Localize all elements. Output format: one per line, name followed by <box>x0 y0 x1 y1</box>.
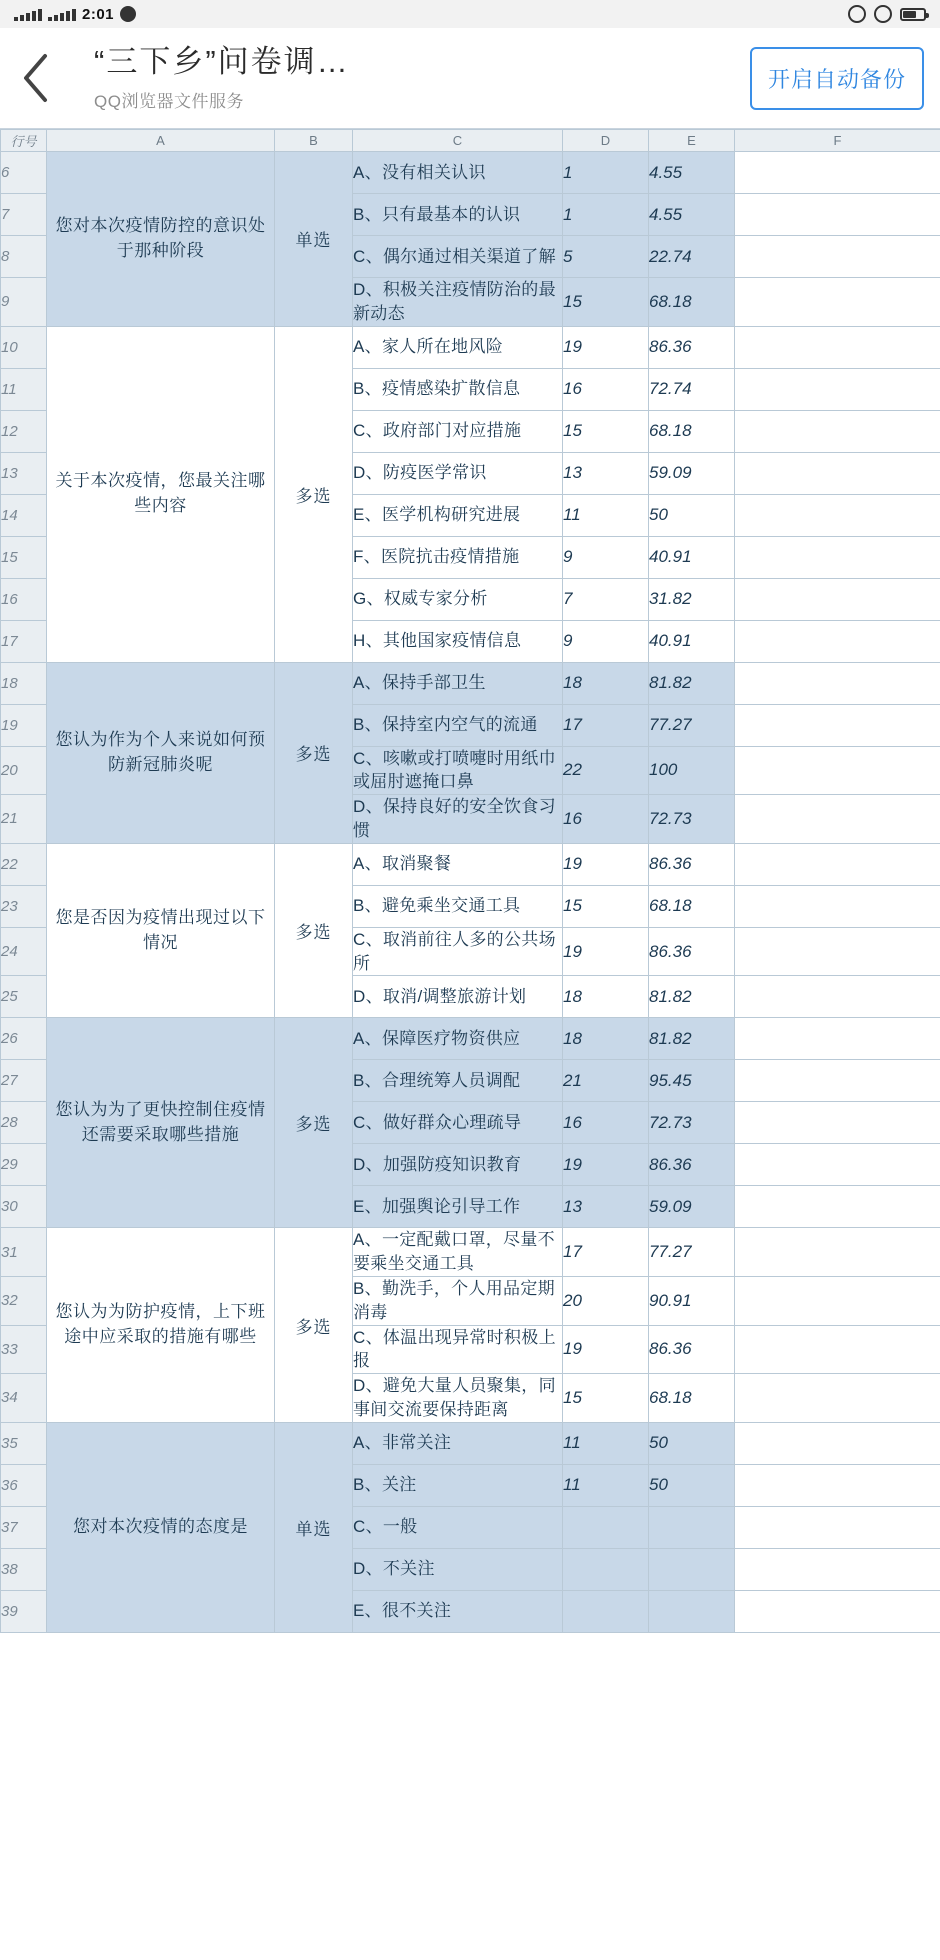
row-number[interactable]: 20 <box>1 746 47 795</box>
app-header <box>0 28 940 128</box>
percent-cell[interactable]: 95.45 <box>649 1060 735 1102</box>
question-cell[interactable]: 您对本次疫情防控的意识处于那种阶段 <box>47 152 275 327</box>
column-header-d[interactable]: D <box>563 130 649 152</box>
empty-cell-f[interactable] <box>735 1590 940 1632</box>
row-number[interactable]: 19 <box>1 704 47 746</box>
question-cell[interactable]: 您认为为了更快控制住疫情还需要采取哪些措施 <box>47 1018 275 1228</box>
percent-cell[interactable]: 68.18 <box>649 885 735 927</box>
question-type-cell[interactable]: 多选 <box>275 843 353 1018</box>
percent-cell[interactable] <box>649 1590 735 1632</box>
empty-cell-f[interactable] <box>735 704 940 746</box>
empty-cell-f[interactable] <box>735 1018 940 1060</box>
empty-cell-f[interactable] <box>735 152 940 194</box>
row-number[interactable]: 22 <box>1 843 47 885</box>
column-header-c[interactable]: C <box>353 130 563 152</box>
row-number[interactable]: 10 <box>1 326 47 368</box>
empty-cell-f[interactable] <box>735 1422 940 1464</box>
empty-cell-f[interactable] <box>735 1228 940 1277</box>
spreadsheet[interactable] <box>0 128 940 1633</box>
option-cell[interactable]: D、取消/调整旅游计划 <box>353 976 563 1018</box>
empty-cell-f[interactable] <box>735 1144 940 1186</box>
row-number[interactable]: 25 <box>1 976 47 1018</box>
percent-cell[interactable]: 4.55 <box>649 152 735 194</box>
count-cell[interactable]: 15 <box>563 410 649 452</box>
battery-icon <box>900 8 926 21</box>
row-number[interactable]: 18 <box>1 662 47 704</box>
row-number[interactable]: 6 <box>1 152 47 194</box>
option-cell[interactable]: D、保持良好的安全饮食习惯 <box>353 795 563 844</box>
option-cell[interactable]: A、保障医疗物资供应 <box>353 1018 563 1060</box>
row-number[interactable]: 32 <box>1 1276 47 1325</box>
column-header-b[interactable]: B <box>275 130 353 152</box>
enable-auto-backup-button[interactable]: 开启自动备份 <box>750 47 924 110</box>
row-number[interactable]: 36 <box>1 1464 47 1506</box>
percent-cell[interactable]: 68.18 <box>649 278 735 327</box>
row-number[interactable]: 35 <box>1 1422 47 1464</box>
empty-cell-f[interactable] <box>735 1276 940 1325</box>
table-row[interactable] <box>1 1018 940 1060</box>
spreadsheet-body[interactable] <box>1 152 940 1633</box>
count-cell[interactable] <box>563 1506 649 1548</box>
option-cell[interactable]: E、医学机构研究进展 <box>353 494 563 536</box>
row-number[interactable]: 12 <box>1 410 47 452</box>
question-cell[interactable]: 您认为作为个人来说如何预防新冠肺炎呢 <box>47 662 275 843</box>
option-cell[interactable]: F、医院抗击疫情措施 <box>353 536 563 578</box>
option-cell[interactable]: A、取消聚餐 <box>353 843 563 885</box>
count-cell[interactable]: 21 <box>563 1060 649 1102</box>
question-type-cell[interactable]: 多选 <box>275 1228 353 1422</box>
count-cell[interactable]: 11 <box>563 1422 649 1464</box>
percent-cell[interactable]: 86.36 <box>649 1325 735 1374</box>
signal-bars-icon-2 <box>48 7 76 21</box>
question-cell[interactable]: 您对本次疫情的态度是 <box>47 1422 275 1632</box>
table-row[interactable] <box>1 326 940 368</box>
row-number[interactable]: 14 <box>1 494 47 536</box>
column-header-row[interactable] <box>1 130 940 152</box>
row-number[interactable]: 34 <box>1 1374 47 1423</box>
option-cell[interactable]: D、不关注 <box>353 1548 563 1590</box>
percent-cell[interactable]: 100 <box>649 746 735 795</box>
row-number[interactable]: 13 <box>1 452 47 494</box>
option-cell[interactable]: D、积极关注疫情防治的最新动态 <box>353 278 563 327</box>
percent-cell[interactable]: 4.55 <box>649 194 735 236</box>
row-number[interactable]: 16 <box>1 578 47 620</box>
percent-cell[interactable]: 90.91 <box>649 1276 735 1325</box>
option-cell[interactable]: A、非常关注 <box>353 1422 563 1464</box>
percent-cell[interactable]: 77.27 <box>649 704 735 746</box>
signal-bars-icon <box>14 7 42 21</box>
count-cell[interactable]: 13 <box>563 1186 649 1228</box>
count-cell[interactable]: 22 <box>563 746 649 795</box>
empty-cell-f[interactable] <box>735 278 940 327</box>
option-cell[interactable]: A、没有相关认识 <box>353 152 563 194</box>
column-header-a[interactable]: A <box>47 130 275 152</box>
option-cell[interactable]: B、关注 <box>353 1464 563 1506</box>
row-number[interactable]: 28 <box>1 1102 47 1144</box>
percent-cell[interactable]: 40.91 <box>649 620 735 662</box>
empty-cell-f[interactable] <box>735 976 940 1018</box>
percent-cell[interactable]: 50 <box>649 1422 735 1464</box>
empty-cell-f[interactable] <box>735 410 940 452</box>
option-cell[interactable]: H、其他国家疫情信息 <box>353 620 563 662</box>
wifi-icon <box>874 5 892 23</box>
option-cell[interactable]: D、防疫医学常识 <box>353 452 563 494</box>
count-cell[interactable]: 15 <box>563 1374 649 1423</box>
percent-cell[interactable]: 81.82 <box>649 662 735 704</box>
empty-cell-f[interactable] <box>735 326 940 368</box>
count-cell[interactable]: 1 <box>563 152 649 194</box>
percent-cell[interactable]: 59.09 <box>649 452 735 494</box>
empty-cell-f[interactable] <box>735 1325 940 1374</box>
table-row[interactable] <box>1 843 940 885</box>
row-number[interactable]: 27 <box>1 1060 47 1102</box>
row-number[interactable]: 9 <box>1 278 47 327</box>
percent-cell[interactable]: 59.09 <box>649 1186 735 1228</box>
question-cell[interactable]: 您是否因为疫情出现过以下情况 <box>47 843 275 1018</box>
question-cell[interactable]: 您认为为防护疫情，上下班途中应采取的措施有哪些 <box>47 1228 275 1422</box>
table-row[interactable] <box>1 662 940 704</box>
count-cell[interactable]: 19 <box>563 1144 649 1186</box>
row-number[interactable]: 38 <box>1 1548 47 1590</box>
question-type-cell[interactable]: 多选 <box>275 662 353 843</box>
count-cell[interactable]: 19 <box>563 1325 649 1374</box>
count-cell[interactable]: 18 <box>563 976 649 1018</box>
count-cell[interactable] <box>563 1548 649 1590</box>
count-cell[interactable]: 19 <box>563 326 649 368</box>
percent-cell[interactable]: 68.18 <box>649 1374 735 1423</box>
question-type-cell[interactable]: 单选 <box>275 152 353 327</box>
percent-cell[interactable]: 86.36 <box>649 927 735 976</box>
option-cell[interactable]: C、偶尔通过相关渠道了解 <box>353 236 563 278</box>
percent-cell[interactable]: 31.82 <box>649 578 735 620</box>
row-number[interactable]: 8 <box>1 236 47 278</box>
option-cell[interactable]: B、只有最基本的认识 <box>353 194 563 236</box>
row-number[interactable]: 33 <box>1 1325 47 1374</box>
option-cell[interactable]: C、取消前往人多的公共场所 <box>353 927 563 976</box>
column-header-corner[interactable]: 行号 <box>1 130 47 152</box>
option-cell[interactable]: D、避免大量人员聚集，同事间交流要保持距离 <box>353 1374 563 1423</box>
percent-cell[interactable]: 86.36 <box>649 326 735 368</box>
empty-cell-f[interactable] <box>735 1548 940 1590</box>
empty-cell-f[interactable] <box>735 578 940 620</box>
empty-cell-f[interactable] <box>735 885 940 927</box>
question-cell[interactable]: 关于本次疫情，您最关注哪些内容 <box>47 326 275 662</box>
status-left <box>14 6 136 23</box>
option-cell[interactable]: B、疫情感染扩散信息 <box>353 368 563 410</box>
row-number[interactable]: 17 <box>1 620 47 662</box>
empty-cell-f[interactable] <box>735 452 940 494</box>
status-right <box>848 0 926 28</box>
option-cell[interactable]: A、一定配戴口罩，尽量不要乘坐交通工具 <box>353 1228 563 1277</box>
spreadsheet-grid[interactable] <box>0 129 940 1633</box>
percent-cell[interactable]: 77.27 <box>649 1228 735 1277</box>
row-number[interactable]: 31 <box>1 1228 47 1277</box>
page-title: “三下乡”问卷调… <box>94 43 350 79</box>
option-cell[interactable]: C、一般 <box>353 1506 563 1548</box>
gear-icon <box>848 5 866 23</box>
count-cell[interactable]: 1 <box>563 194 649 236</box>
option-cell[interactable]: E、很不关注 <box>353 1590 563 1632</box>
count-cell[interactable]: 16 <box>563 1102 649 1144</box>
option-cell[interactable]: B、保持室内空气的流通 <box>353 704 563 746</box>
option-cell[interactable]: C、做好群众心理疏导 <box>353 1102 563 1144</box>
status-time: 2:01 <box>82 5 115 23</box>
count-cell[interactable]: 15 <box>563 885 649 927</box>
empty-cell-f[interactable] <box>735 236 940 278</box>
percent-cell[interactable]: 50 <box>649 1464 735 1506</box>
percent-cell[interactable]: 22.74 <box>649 236 735 278</box>
column-header-e[interactable]: E <box>649 130 735 152</box>
empty-cell-f[interactable] <box>735 536 940 578</box>
count-cell[interactable]: 16 <box>563 795 649 844</box>
empty-cell-f[interactable] <box>735 927 940 976</box>
percent-cell[interactable] <box>649 1548 735 1590</box>
percent-cell[interactable]: 40.91 <box>649 536 735 578</box>
percent-cell[interactable]: 72.73 <box>649 1102 735 1144</box>
option-cell[interactable]: B、避免乘坐交通工具 <box>353 885 563 927</box>
count-cell[interactable]: 19 <box>563 927 649 976</box>
row-number[interactable]: 26 <box>1 1018 47 1060</box>
option-cell[interactable]: C、政府部门对应措施 <box>353 410 563 452</box>
question-type-cell[interactable]: 多选 <box>275 1018 353 1228</box>
empty-cell-f[interactable] <box>735 746 940 795</box>
count-cell[interactable]: 11 <box>563 1464 649 1506</box>
table-row[interactable] <box>1 1228 940 1277</box>
empty-cell-f[interactable] <box>735 368 940 410</box>
row-number[interactable]: 30 <box>1 1186 47 1228</box>
count-cell[interactable]: 11 <box>563 494 649 536</box>
empty-cell-f[interactable] <box>735 194 940 236</box>
count-cell[interactable]: 7 <box>563 578 649 620</box>
option-cell[interactable]: B、勤洗手，个人用品定期消毒 <box>353 1276 563 1325</box>
percent-cell[interactable] <box>649 1506 735 1548</box>
count-cell[interactable]: 17 <box>563 704 649 746</box>
row-number[interactable]: 24 <box>1 927 47 976</box>
question-type-cell[interactable]: 单选 <box>275 1422 353 1632</box>
option-cell[interactable]: B、合理统筹人员调配 <box>353 1060 563 1102</box>
empty-cell-f[interactable] <box>735 843 940 885</box>
row-number[interactable]: 23 <box>1 885 47 927</box>
row-number[interactable]: 15 <box>1 536 47 578</box>
option-cell[interactable]: C、体温出现异常时积极上报 <box>353 1325 563 1374</box>
option-cell[interactable]: E、加强舆论引导工作 <box>353 1186 563 1228</box>
question-type-cell[interactable]: 多选 <box>275 326 353 662</box>
table-row[interactable] <box>1 152 940 194</box>
percent-cell[interactable]: 72.73 <box>649 795 735 844</box>
row-number[interactable]: 11 <box>1 368 47 410</box>
empty-cell-f[interactable] <box>735 795 940 844</box>
status-bar <box>0 0 940 28</box>
empty-cell-f[interactable] <box>735 1102 940 1144</box>
option-cell[interactable]: G、权威专家分析 <box>353 578 563 620</box>
empty-cell-f[interactable] <box>735 1464 940 1506</box>
count-cell[interactable] <box>563 1590 649 1632</box>
camera-dot-icon <box>120 6 136 22</box>
row-number[interactable]: 39 <box>1 1590 47 1632</box>
option-cell[interactable]: A、保持手部卫生 <box>353 662 563 704</box>
empty-cell-f[interactable] <box>735 620 940 662</box>
empty-cell-f[interactable] <box>735 1186 940 1228</box>
percent-cell[interactable]: 86.36 <box>649 1144 735 1186</box>
count-cell[interactable]: 17 <box>563 1228 649 1277</box>
empty-cell-f[interactable] <box>735 494 940 536</box>
row-number[interactable]: 37 <box>1 1506 47 1548</box>
empty-cell-f[interactable] <box>735 662 940 704</box>
back-chevron-icon[interactable] <box>8 43 64 113</box>
count-cell[interactable]: 9 <box>563 620 649 662</box>
count-cell[interactable]: 18 <box>563 662 649 704</box>
option-cell[interactable]: D、加强防疫知识教育 <box>353 1144 563 1186</box>
empty-cell-f[interactable] <box>735 1506 940 1548</box>
row-number[interactable]: 29 <box>1 1144 47 1186</box>
empty-cell-f[interactable] <box>735 1060 940 1102</box>
count-cell[interactable]: 5 <box>563 236 649 278</box>
percent-cell[interactable]: 72.74 <box>649 368 735 410</box>
row-number[interactable]: 7 <box>1 194 47 236</box>
option-cell[interactable]: C、咳嗽或打喷嚏时用纸巾或屈肘遮掩口鼻 <box>353 746 563 795</box>
percent-cell[interactable]: 81.82 <box>649 1018 735 1060</box>
title-block <box>64 44 750 113</box>
percent-cell[interactable]: 81.82 <box>649 976 735 1018</box>
count-cell[interactable]: 18 <box>563 1018 649 1060</box>
row-number[interactable]: 21 <box>1 795 47 844</box>
count-cell[interactable]: 16 <box>563 368 649 410</box>
count-cell[interactable]: 20 <box>563 1276 649 1325</box>
percent-cell[interactable]: 86.36 <box>649 843 735 885</box>
empty-cell-f[interactable] <box>735 1374 940 1423</box>
count-cell[interactable]: 19 <box>563 843 649 885</box>
page-subtitle: QQ浏览器文件服务 <box>94 92 244 112</box>
column-header-f[interactable]: F <box>735 130 940 152</box>
percent-cell[interactable]: 68.18 <box>649 410 735 452</box>
table-row[interactable] <box>1 1422 940 1464</box>
count-cell[interactable]: 13 <box>563 452 649 494</box>
option-cell[interactable]: A、家人所在地风险 <box>353 326 563 368</box>
count-cell[interactable]: 9 <box>563 536 649 578</box>
percent-cell[interactable]: 50 <box>649 494 735 536</box>
count-cell[interactable]: 15 <box>563 278 649 327</box>
